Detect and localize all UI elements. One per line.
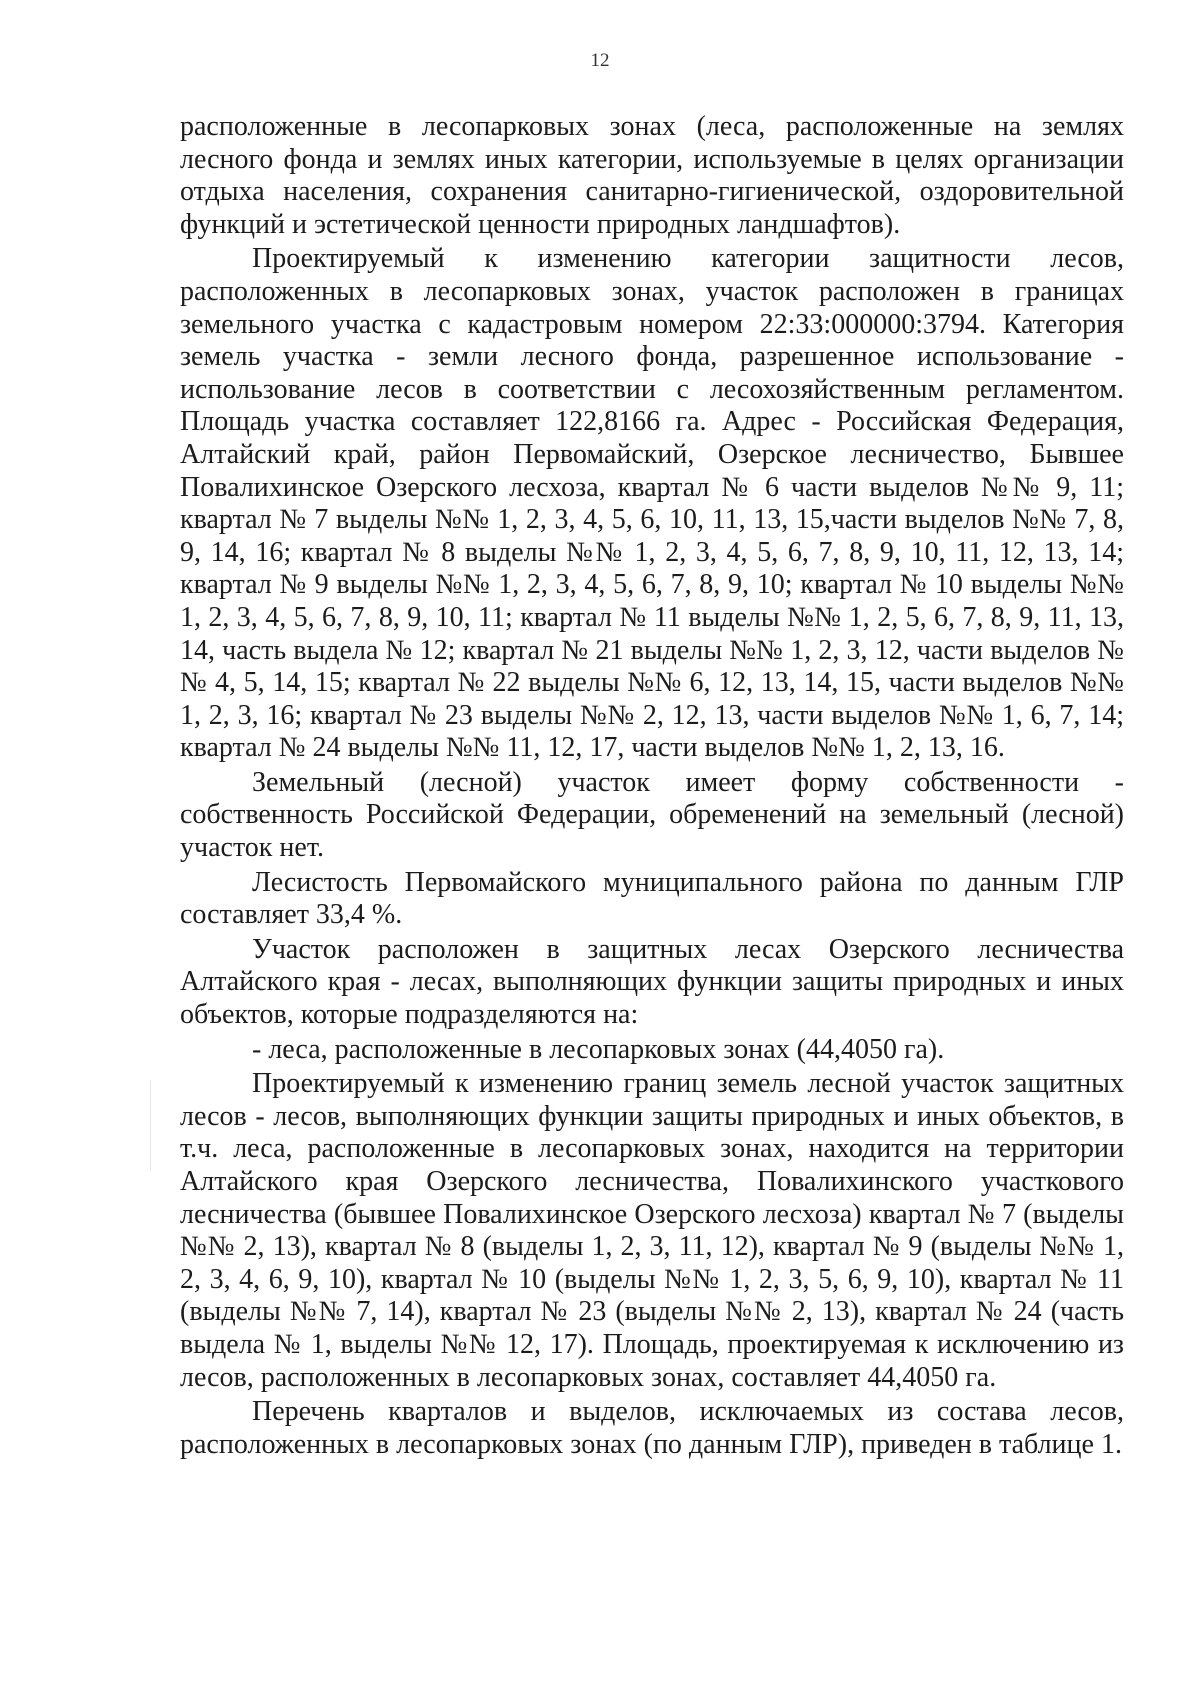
paragraph-table-reference: Перечень кварталов и выделов, исключаемых из состава лесов, расположенных в лесопарковых зонах (по данным ГЛР), приведен в таблице 1.	[180, 1396, 1124, 1460]
page-number: 12	[590, 50, 610, 71]
paragraph-protective-forests: Участок расположен в защитных лесах Озерского лесничества Алтайского края - лесах, выполняющих функции защиты природных и иных объектов, которые подразделяются на:	[180, 933, 1124, 1031]
paragraph-ownership: Земельный (лесной) участок имеет форму собственности - собственность Российской Федерации, обременений на земельный (лесной) участок нет.	[180, 766, 1124, 864]
body-text	[180, 111, 1124, 1461]
paragraph-land-plot-description: Проектируемый к изменению категории защитности лесов, расположенных в лесопарковых зонах, участок расположен в границах земельного участка с кадастровым номером 22:33:000000:3794. Категория земель участка - земли лесного фонда, разрешенное использование - использование лесов в соответствии с лесохозяйственным регламентом. Площадь участка составляет 122,8166 га. Адрес - Российская Федерация, Алтайский край, район Первомайский, Озерское лесничество, Бывшее Повалихинское Озерского лесхоза, квартал № 6 части выделов №№ 9, 11; квартал № 7 выделы №№ 1, 2, 3, 4, 5, 6, 10, 11, 13, 15,части выделов №№ 7, 8, 9, 14, 16; квартал № 8 выделы №№ 1, 2, 3, 4, 5, 6, 7, 8, 9, 10, 11, 12, 13, 14; квартал № 9 выделы №№ 1, 2, 3, 4, 5, 6, 7, 8, 9, 10; квартал № 10 выделы №№ 1, 2, 3, 4, 5, 6, 7, 8, 9, 10, 11; квартал № 11 выделы №№ 1, 2, 5, 6, 7, 8, 9, 11, 13, 14, часть выдела № 12; квартал № 21 выделы №№ 1, 2, 3, 12, части выделов №№ 4, 5, 14, 15; квартал № 22 выделы №№ 6, 12, 13, 14, 15, части выделов №№ 1, 2, 3, 16; квартал № 23 выделы №№ 2, 12, 13, части выделов №№ 1, 6, 7, 14; квартал № 24 выделы №№ 11, 12, 17, части выделов №№ 1, 2, 13, 16.	[180, 243, 1124, 764]
scan-margin-mark	[150, 1080, 151, 1170]
list-item-forest-park-zones: - леса, расположенные в лесопарковых зонах (44,4050 га).	[252, 1033, 945, 1065]
paragraph-boundary-change: Проектируемый к изменению границ земель лесной участок защитных лесов - лесов, выполняющих функции защиты природных и иных объектов, в т.ч. леса, расположенные в лесопарковых зонах, находится на территории Алтайского края Озерского лесничества, Повалихинского участкового лесничества (бывшее Повалихинское Озерского лесхоза) квартал № 7 (выделы №№ 2, 13), квартал № 8 (выделы 1, 2, 3, 11, 12), квартал № 9 (выделы №№ 1, 2, 3, 4, 6, 9, 10), квартал № 10 (выделы №№ 1, 2, 3, 5, 6, 9, 10), квартал № 11 (выделы №№ 7, 14), квартал № 23 (выделы №№ 2, 13), квартал № 24 (часть выдела № 1, выделы №№ 12, 17). Площадь, проектируемая к исключению из лесов, расположенных в лесопарковых зонах, составляет 44,4050 га.	[180, 1068, 1124, 1393]
paragraph-continuation: расположенные в лесопарковых зонах (леса, расположенные на землях лесного фонда и землях иных категории, используемые в целях организации отдыха населения, сохранения санитарно-гигиенической, оздоровительной функций и эстетической ценности природных ландшафтов).	[180, 111, 1124, 240]
paragraph-forest-cover: Лесистость Первомайского муниципального района по данным ГЛР составляет 33,4 %.	[180, 866, 1124, 931]
